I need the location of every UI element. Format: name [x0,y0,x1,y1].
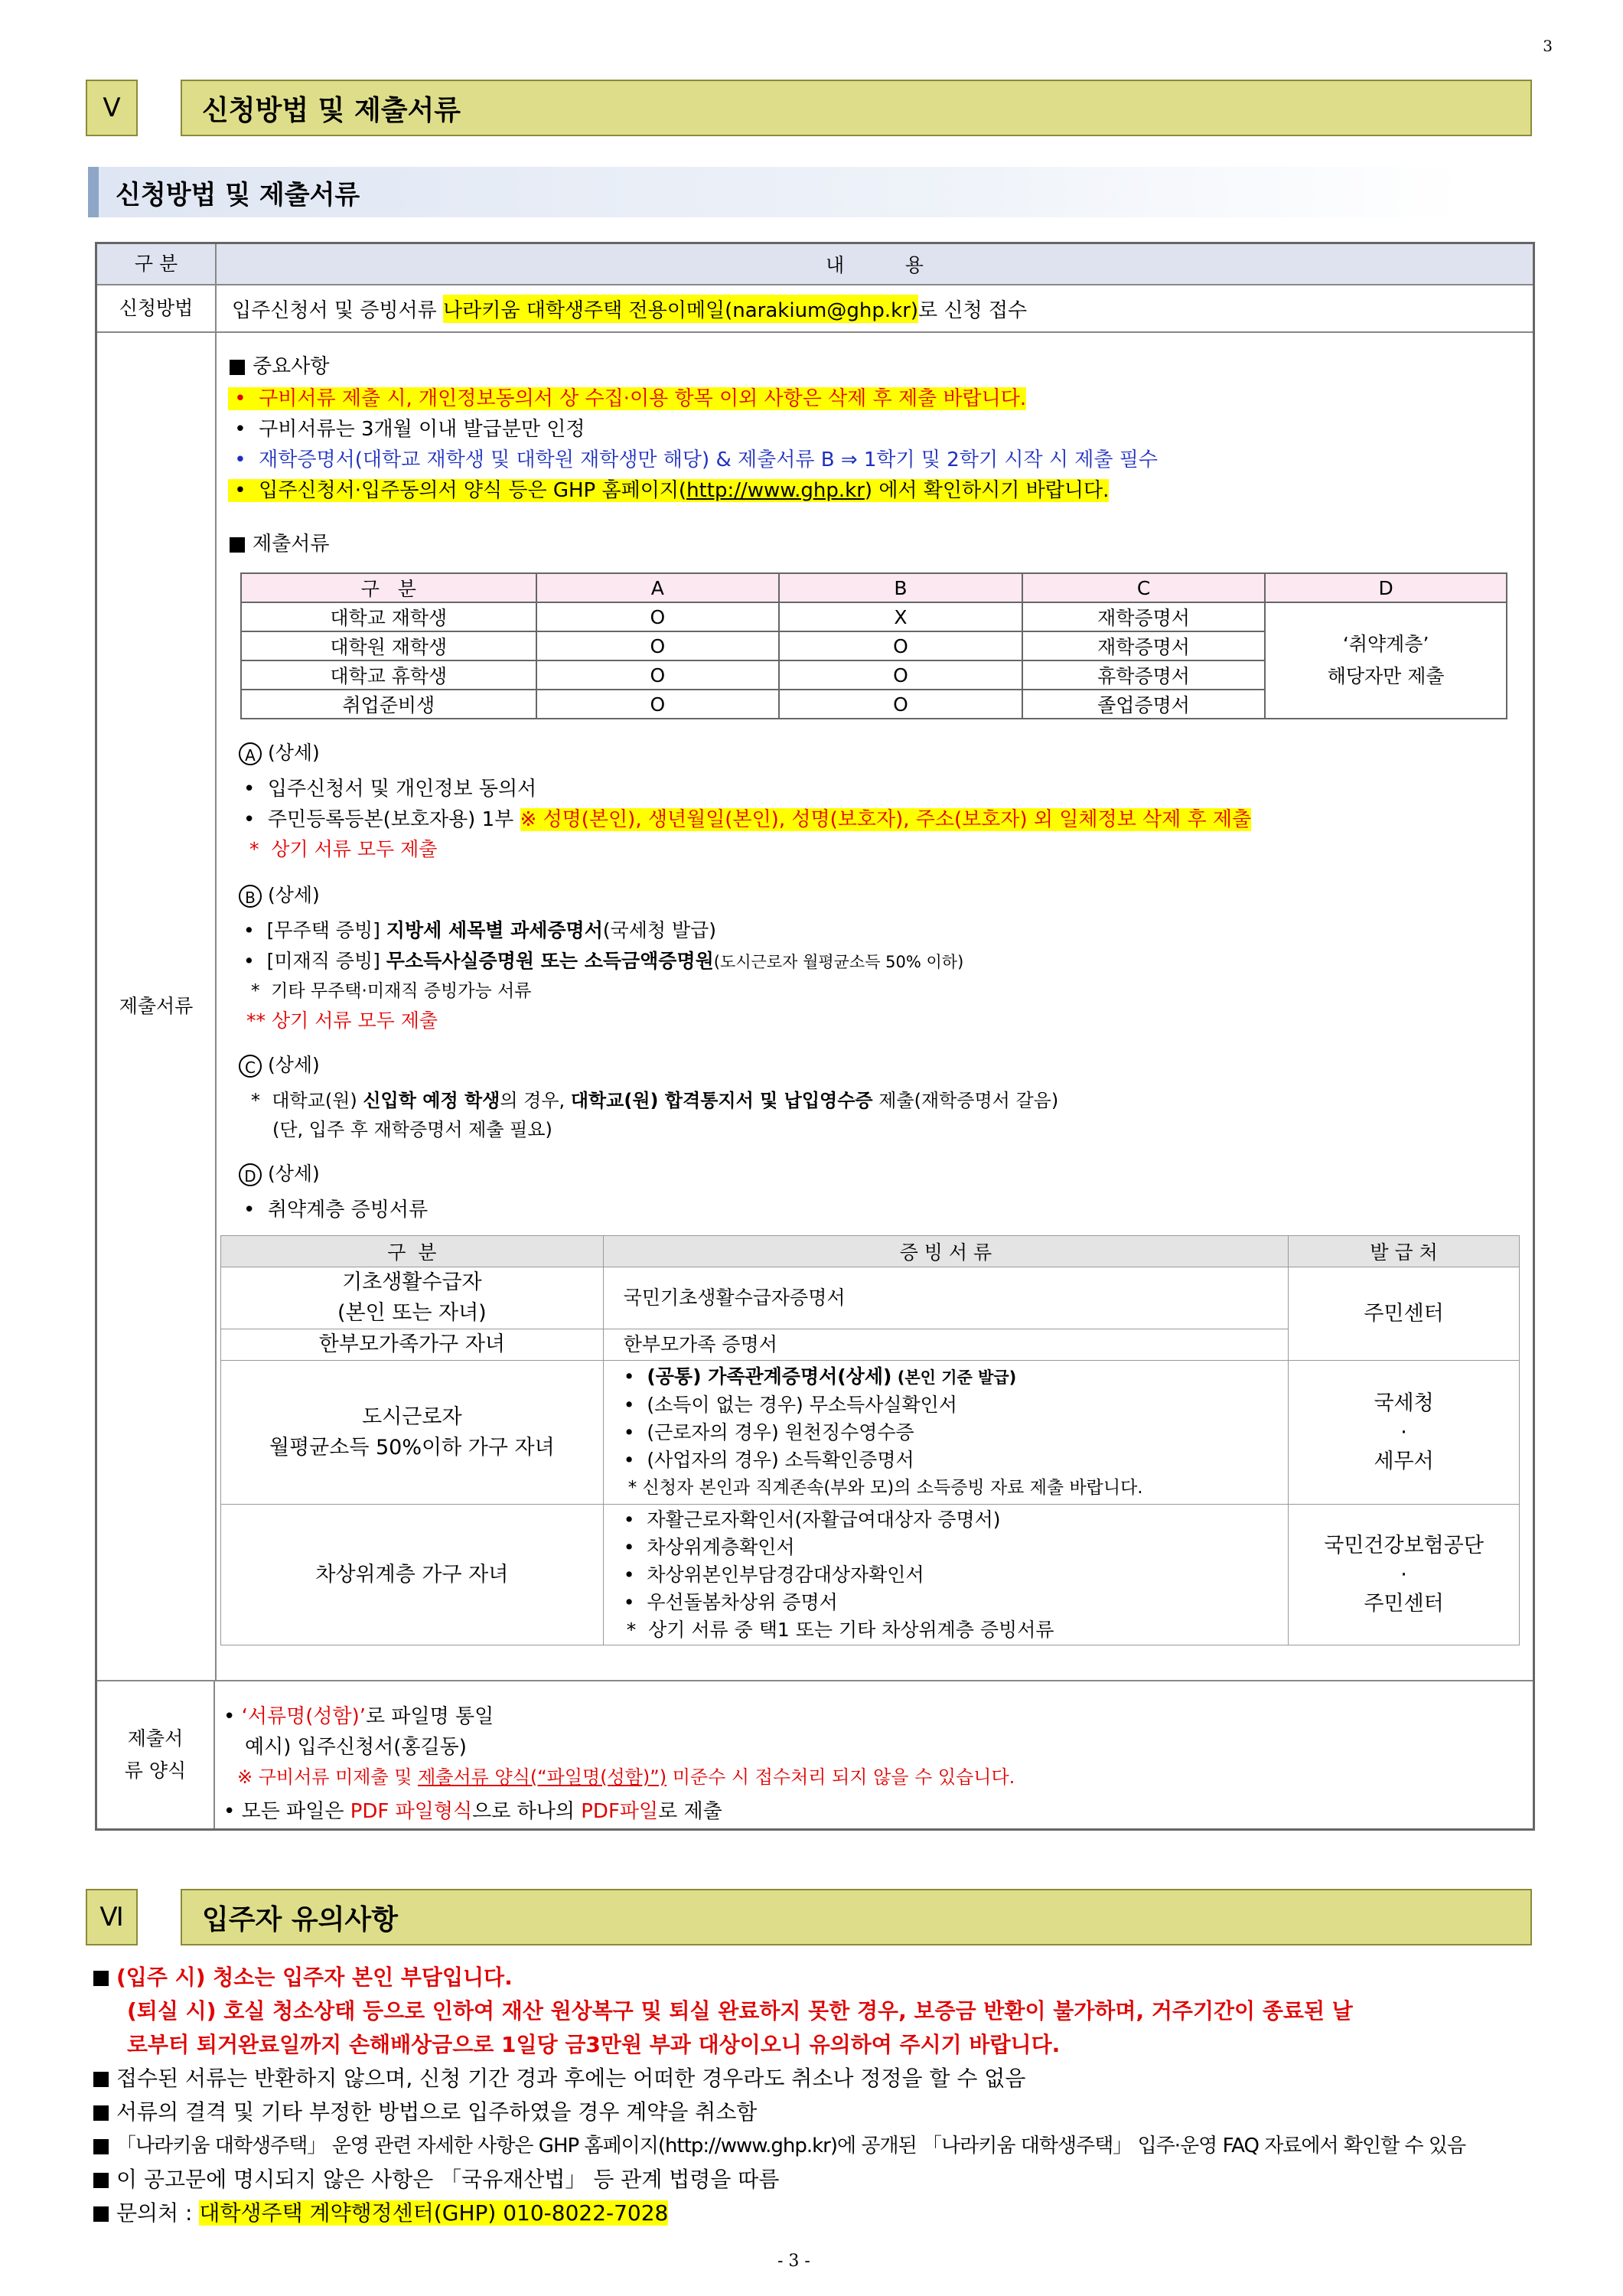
header-category: 구 분 [97,244,217,284]
note-3: 서류의 결격 및 기타 부정한 방법으로 입주하였을 경우 계약을 취소함 [93,2095,1465,2129]
note-1-line-3: 로부터 퇴거완료일까지 손해배상금으로 1일당 금3만원 부과 대상이오니 유의하여 주시기 바랍니다. [127,2032,1061,2057]
format-label: 제출서류 양식 [97,1681,215,1828]
page-number-bottom: - 3 - [777,2252,810,2271]
detail-c-line-2: (단, 입주 후 재학증명서 제출 필요) [272,1119,552,1140]
format-line-1: • ‘서류명(성함)’로 파일명 통일 [223,1705,494,1728]
format-line-3: ※ 구비서류 미제출 및 제출서류 양식(“파일명(성함)”) 미준수 시 접수처리 되지 않을 수 있습니다. [237,1766,1015,1788]
circled-c-icon: C [239,1055,262,1078]
table-row: 기초생활수급자 (본인 또는 자녀) 국민기초생활수급자증명서 주민센터 [221,1267,1520,1329]
detail-b-note-1: * 기타 무주택·미재직 증빙가능 서류 [251,981,532,1001]
docs-label: 제출서류 [97,333,217,1680]
header-content: 내 용 [826,254,924,276]
section-5-title: 신청방법 및 제출서류 [181,80,1532,136]
section-6-number: Ⅵ [86,1889,138,1945]
apply-email-highlight[interactable]: 나라키움 대학생주택 전용이메일(narakium@ghp.kr) [443,295,918,323]
section-6-title: 입주자 유의사항 [181,1889,1532,1945]
detail-a-heading: A (상세) [239,738,320,765]
detail-b-heading: B (상세) [239,880,320,908]
note-4: 「나라키움 대학생주택」 운영 관련 자세한 사항은 GHP 홈페이지(http://www.ghp.kr)에 공개된 「나라키움 대학생주택」 입주·운영 FAQ 자료에서 확인할 수 있음 [93,2129,1465,2163]
apply-method-label: 신청방법 [97,285,217,331]
docs-matrix-table [240,572,1507,719]
table-row: 취업준비생 O O 졸업증명서 [241,690,1507,719]
contact-highlight: 대학생주택 계약행정센터(GHP) 010-8022-7028 [199,2200,669,2226]
detail-b-note-2: ** 상기 서류 모두 제출 [246,1009,438,1032]
important-item-4: • 입주신청서·입주동의서 양식 등은 GHP 홈페이지(http://www.ghp.kr) 에서 확인하시기 바랍니다. [228,479,1110,502]
section-5-header [86,80,1532,136]
section-6-header [86,1889,1532,1945]
important-item-3: • 재학증명서(대학교 재학생 및 대학원 재학생만 해당) & 제출서류 B ⇒ 1학기 및 2학기 시작 시 제출 필수 [228,448,1158,471]
square-bullet-icon [93,2173,109,2188]
note-6: 문의처 : 대학생주택 계약행정센터(GHP) 010-8022-7028 [93,2197,1465,2230]
square-bullet-icon [93,2105,109,2121]
apply-method-row [97,285,1533,333]
format-line-2: 예시) 입주신청서(홍길동) [245,1736,467,1759]
note-1-line-2: (퇴실 시) 호실 청소상태 등으로 인하여 재산 원상복구 및 퇴실 완료하지 못한 경우, 보증금 반환이 불가하며, 거주기간이 종료된 날 [127,1998,1353,2024]
table-row: 대학교 휴학생 O O 휴학증명서 [241,660,1507,690]
detail-c-line-1: * 대학교(원) 신입학 예정 학생의 경우, 대학교(원) 합격통지서 및 납입영수증 제출(재학증명서 갈음) [251,1090,1059,1111]
docs-heading: 제출서류 [230,528,329,556]
table-header-row [97,244,1533,285]
square-bullet-icon [93,2072,109,2087]
subsection-heading: 신청방법 및 제출서류 [88,167,1465,217]
detail-a-item-2: • 주민등록등본(보호자용) 1부 ※ 성명(본인), 생년월일(본인), 성명(보호자), 주소(보호자) 외 일체정보 삭제 후 제출 [243,808,1252,831]
square-bullet-icon [93,2206,109,2222]
format-line-4: • 모든 파일은 PDF 파일형식으로 하나의 PDF파일로 제출 [223,1800,722,1823]
table-row: 대학교 재학생 O X 재학증명서 ‘취약계층’ 해당자만 제출 [241,602,1507,631]
circled-d-icon: D [239,1163,262,1186]
proof-documents-table [220,1235,1520,1645]
table-row: 도시근로자 월평균소득 50%이하 가구 자녀 • (공통) 가족관계증명서(상세) (본인 기준 발급) • (소득이 없는 경우) 무소득사실확인서 • (근로자의 경우) 원천징수영수증 • (사업자의 경우) 소득확인증명서 * 신청자 본인과 직계존속(부와 모)의 소득증빙 자료 제출 바랍니다. 국세청 · 세무서 [221,1361,1520,1505]
apply-text-post: 로 신청 접수 [918,298,1028,322]
square-bullet-icon [230,360,245,375]
important-heading: 중요사항 [230,351,329,379]
apply-method-text [217,285,1533,331]
important-item-1: • 구비서류 제출 시, 개인정보동의서 상 수집·이용 항목 이외 사항은 삭제 후 제출 바랍니다. [228,387,1027,410]
section-5-number: Ⅴ [86,80,138,136]
detail-b-item-2: • [미재직 증빙] 무소득사실증명원 또는 소득금액증명원(도시근로자 월평균소득 50% 이하) [243,950,964,972]
docs-matrix-header: 구 분 A B C D [241,573,1507,602]
d-merged-cell: ‘취약계층’ 해당자만 제출 [1265,602,1507,719]
square-bullet-icon [230,537,245,553]
note-2: 접수된 서류는 반환하지 않으며, 신청 기간 경과 후에는 어떠한 경우라도 취소나 정정을 할 수 없음 [93,2062,1465,2095]
table-row: 한부모가족가구 자녀 한부모가족 증명서 [221,1329,1520,1361]
detail-d-heading: D (상세) [239,1159,320,1186]
important-item-2: • 구비서류는 3개월 이내 발급분만 인정 [228,418,585,441]
detail-d-item-1: • 취약계층 증빙서류 [243,1199,429,1221]
detail-a-item-1: • 입주신청서 및 개인정보 동의서 [243,778,537,801]
detail-a-note: * 상기 서류 모두 제출 [249,838,438,860]
detail-b-item-1: • [무주택 증빙] 지방세 세목별 과세증명서(국세청 발급) [243,919,717,941]
proof-table-header: 구 분 증 빙 서 류 발 급 처 [221,1236,1520,1267]
square-bullet-icon [93,2139,109,2154]
circled-b-icon: B [239,885,262,908]
page-number-top: 3 [1543,37,1553,55]
notes-list [93,1961,1465,2230]
table-row: 차상위계층 가구 자녀 • 자활근로자확인서(자활급여대상자 증명서) • 차상위계층확인서 • 차상위본인부담경감대상자확인서 • 우선돌봄차상위 증명서 * 상기 서류 중 택1 또는 기타 차상위계층 증빙서류 국민건강보험공단 · 주민센터 [221,1505,1520,1645]
ghp-link[interactable]: http://www.ghp.kr [686,479,865,502]
table-row: 대학원 재학생 O O 재학증명서 [241,631,1507,660]
note-5: 이 공고문에 명시되지 않은 사항은 「국유재산법」 등 관계 법령을 따름 [93,2163,1465,2197]
detail-c-heading: C (상세) [239,1050,320,1078]
apply-text-pre: 입주신청서 및 증빙서류 [232,298,443,322]
note-1-line-1: (입주 시) 청소는 입주자 본인 부담입니다. [93,1961,1465,1994]
square-bullet-icon [93,1971,109,1986]
circled-a-icon: A [239,742,262,765]
